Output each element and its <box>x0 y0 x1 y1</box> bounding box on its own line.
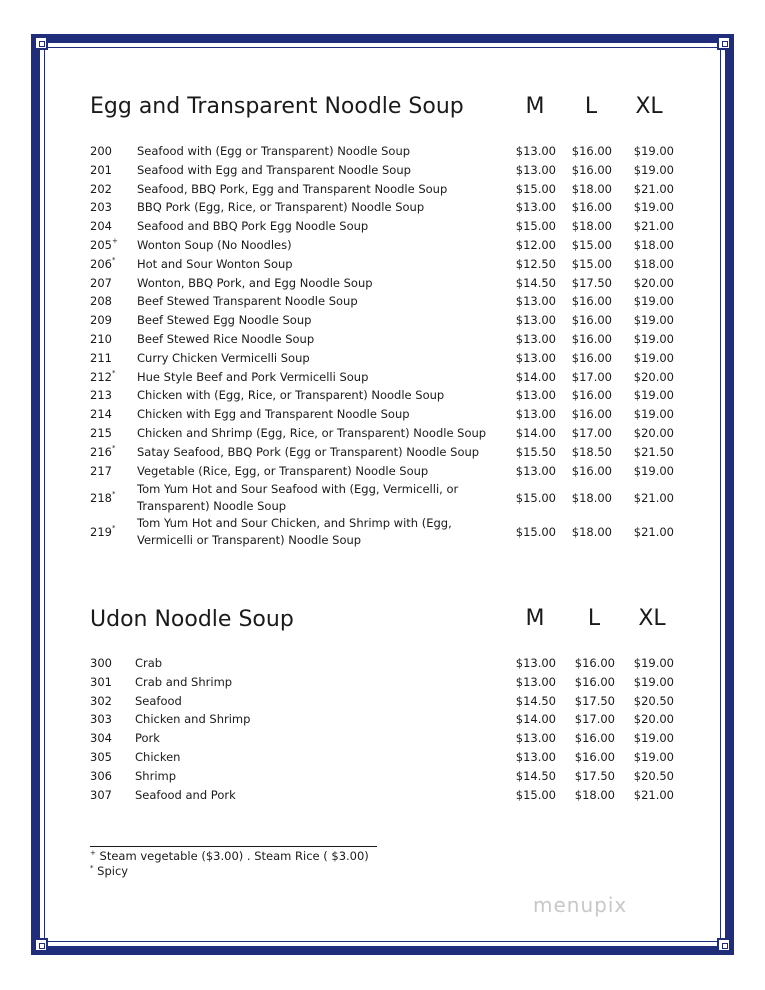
item-number <box>90 369 115 385</box>
item-number <box>90 406 112 422</box>
item-price-xl: $19.00 <box>633 332 674 346</box>
item-price-xl: $20.00 <box>633 275 674 290</box>
item-number-text: 304 <box>90 731 112 746</box>
item-number <box>90 199 112 215</box>
footnote-steam <box>90 849 369 863</box>
item-number <box>90 655 112 671</box>
item-name: BBQ Pork (Egg, Rice, or Transparent) Noodle Soup <box>137 200 425 215</box>
item-price-xl: $20.00 <box>633 712 674 727</box>
item-price-xl: $19.00 <box>633 656 674 670</box>
item-price-xl: $21.50 <box>633 444 674 459</box>
menu-item-row <box>0 425 765 441</box>
item-price-l: $16.00 <box>571 294 612 309</box>
menu-item-row <box>0 369 765 385</box>
item-price-l: $15.00 <box>571 256 612 271</box>
item-number-text: 305 <box>90 750 112 764</box>
item-price-m: $14.50 <box>515 768 556 783</box>
item-price-m: $13.00 <box>515 388 556 403</box>
item-price-xl: $19.00 <box>633 674 674 689</box>
item-price-xl: $19.00 <box>633 200 674 215</box>
item-number-text: 202 <box>90 181 112 196</box>
item-price-m: $15.00 <box>515 181 556 196</box>
item-price-l: $18.00 <box>571 181 612 196</box>
item-number-text: 212 <box>90 369 112 384</box>
item-number-text: 215 <box>90 426 112 440</box>
item-name: Hot and Sour Wonton Soup <box>137 256 293 271</box>
column-header-m: M <box>525 94 545 119</box>
item-price-l: $16.00 <box>571 388 612 403</box>
item-name: Seafood with (Egg or Transparent) Noodle Soup <box>137 144 411 158</box>
item-name: Seafood, BBQ Pork, Egg and Transparent Noodle Soup <box>137 181 448 196</box>
item-price-m: $13.00 <box>515 350 556 365</box>
item-price-m: $15.00 <box>515 525 556 540</box>
menu-item-row <box>0 693 765 709</box>
footnote-text: Spicy <box>97 864 129 878</box>
item-number <box>90 730 112 746</box>
item-price-m: $13.00 <box>515 332 556 346</box>
menu-item-row <box>0 463 765 479</box>
menu-item-row <box>0 787 765 803</box>
item-price-m: $14.00 <box>515 712 556 727</box>
item-number-text: 307 <box>90 787 112 802</box>
item-number-text: 306 <box>90 768 112 783</box>
item-number <box>90 787 112 803</box>
footnote-divider <box>90 846 377 847</box>
item-number <box>90 749 112 765</box>
item-number <box>90 463 112 479</box>
menu-item-row <box>0 293 765 309</box>
menu-item-row <box>0 768 765 784</box>
item-price-l: $17.00 <box>571 426 612 440</box>
item-price-l: $16.00 <box>571 162 612 177</box>
item-price-m: $13.00 <box>515 731 556 746</box>
item-price-xl: $20.00 <box>633 426 674 440</box>
watermark-logo: menupix <box>533 893 628 917</box>
item-price-xl: $19.00 <box>633 407 674 422</box>
item-price-m: $14.00 <box>515 369 556 384</box>
item-number <box>90 181 112 197</box>
item-number-text: 203 <box>90 200 112 215</box>
item-number <box>90 256 115 272</box>
menu-item-row <box>0 515 765 549</box>
item-price-xl: $21.00 <box>633 525 674 540</box>
corner-ornament <box>717 938 731 952</box>
item-price-m: $14.50 <box>515 275 556 290</box>
item-name: Beef Stewed Egg Noodle Soup <box>137 313 312 328</box>
menu-item-row <box>0 711 765 727</box>
item-mark: + <box>111 237 118 245</box>
item-price-l: $16.00 <box>574 750 615 764</box>
item-price-m: $13.00 <box>515 463 556 478</box>
item-number <box>90 312 112 328</box>
item-price-m: $13.00 <box>515 144 556 158</box>
item-price-xl: $21.00 <box>633 181 674 196</box>
item-number <box>90 293 112 309</box>
item-price-xl: $19.00 <box>633 144 674 158</box>
item-number-text: 217 <box>90 463 112 478</box>
item-mark: * <box>111 524 116 533</box>
item-number-text: 300 <box>90 656 112 670</box>
item-price-l: $16.00 <box>571 200 612 215</box>
menu-item-row <box>0 444 765 460</box>
item-price-m: $12.50 <box>515 256 556 271</box>
item-number <box>90 331 112 347</box>
item-number-text: 213 <box>90 388 112 403</box>
menu-item-row <box>0 655 765 671</box>
item-price-xl: $19.00 <box>633 750 674 764</box>
item-price-l: $17.00 <box>571 369 612 384</box>
item-price-m: $13.00 <box>515 656 556 670</box>
item-price-l: $18.50 <box>571 444 612 459</box>
item-number-text: 214 <box>90 407 112 422</box>
corner-ornament <box>34 938 48 952</box>
menu-item-row <box>0 749 765 765</box>
item-price-l: $16.00 <box>571 332 612 346</box>
item-price-l: $16.00 <box>574 731 615 746</box>
item-number-text: 219 <box>90 525 112 540</box>
column-header-xl: XL <box>635 94 663 119</box>
item-price-l: $16.00 <box>571 350 612 365</box>
item-number <box>90 275 112 291</box>
footnote-spicy <box>90 864 128 878</box>
item-price-xl: $21.00 <box>633 219 674 234</box>
item-price-m: $13.00 <box>515 407 556 422</box>
item-number-text: 210 <box>90 332 112 346</box>
item-name: Beef Stewed Transparent Noodle Soup <box>137 294 358 309</box>
item-mark: * <box>111 490 116 499</box>
item-price-m: $13.00 <box>515 200 556 215</box>
item-price-l: $16.00 <box>574 656 615 670</box>
item-number <box>90 674 112 690</box>
item-number-text: 211 <box>90 350 112 365</box>
menu-item-row <box>0 406 765 422</box>
item-price-m: $14.50 <box>515 693 556 708</box>
item-number <box>90 162 112 178</box>
menu-item-row <box>0 730 765 746</box>
item-price-xl: $19.00 <box>633 162 674 177</box>
column-header-xl: XL <box>638 606 666 631</box>
item-price-m: $15.00 <box>515 787 556 802</box>
item-price-m: $14.00 <box>515 426 556 440</box>
item-price-l: $17.50 <box>574 768 615 783</box>
item-name: Wonton, BBQ Pork, and Egg Noodle Soup <box>137 275 373 290</box>
item-price-l: $18.00 <box>571 491 612 506</box>
menu-item-row <box>0 199 765 215</box>
item-price-l: $17.50 <box>571 275 612 290</box>
item-name: Beef Stewed Rice Noodle Soup <box>137 332 315 346</box>
footnote-mark: * <box>90 864 94 872</box>
item-name: Seafood and Pork <box>135 787 236 802</box>
item-number <box>90 768 112 784</box>
item-number-text: 303 <box>90 712 112 727</box>
menu-item-row <box>0 387 765 403</box>
item-number-text: 207 <box>90 275 112 290</box>
menu-item-row <box>0 162 765 178</box>
item-price-xl: $19.00 <box>633 388 674 403</box>
item-price-l: $17.50 <box>574 693 615 708</box>
item-name: Pork <box>135 731 160 746</box>
footnote-text: Steam vegetable ($3.00) . Steam Rice ( $3.00) <box>99 849 369 863</box>
column-header-l: L <box>584 94 598 119</box>
item-number-text: 205 <box>90 238 112 252</box>
item-price-xl: $19.00 <box>633 731 674 746</box>
item-price-xl: $21.00 <box>633 787 674 802</box>
item-name: Wonton Soup (No Noodles) <box>137 238 292 252</box>
item-name: Seafood and BBQ Pork Egg Noodle Soup <box>137 219 369 234</box>
item-price-xl: $18.00 <box>633 256 674 271</box>
item-price-m: $15.00 <box>515 491 556 506</box>
item-name: Tom Yum Hot and Sour Seafood with (Egg, Vermicelli, or Transparent) Noodle Soup <box>137 482 459 514</box>
item-price-l: $18.00 <box>571 525 612 540</box>
item-number <box>90 143 112 159</box>
menu-item-row <box>0 674 765 690</box>
item-name: Chicken with (Egg, Rice, or Transparent) Noodle Soup <box>137 388 445 403</box>
item-number <box>90 237 118 253</box>
item-number <box>90 444 115 460</box>
item-price-m: $13.00 <box>515 162 556 177</box>
item-name: Satay Seafood, BBQ Pork (Egg or Transparent) Noodle Soup <box>137 444 480 459</box>
item-price-l: $17.00 <box>574 712 615 727</box>
item-price-l: $18.00 <box>571 219 612 234</box>
item-number <box>90 490 115 507</box>
menu-item-row <box>0 256 765 272</box>
menu-item-row <box>0 312 765 328</box>
item-number-text: 302 <box>90 693 112 708</box>
item-number-text: 209 <box>90 313 112 328</box>
corner-ornament <box>34 36 48 50</box>
item-name: Tom Yum Hot and Sour Chicken, and Shrimp with (Egg, Vermicelli or Transparent) Noodle Soup <box>137 516 452 548</box>
item-price-xl: $18.00 <box>633 238 674 252</box>
item-name: Seafood <box>135 693 182 708</box>
item-number-text: 301 <box>90 674 112 689</box>
item-name: Crab and Shrimp <box>135 674 233 689</box>
item-mark: * <box>111 443 116 452</box>
corner-ornament <box>717 36 731 50</box>
item-price-l: $18.00 <box>574 787 615 802</box>
item-price-l: $15.00 <box>571 238 612 252</box>
item-name: Crab <box>135 656 163 670</box>
item-number-text: 200 <box>90 144 112 158</box>
menu-item-row <box>0 331 765 347</box>
item-price-m: $13.00 <box>515 294 556 309</box>
item-name: Chicken and Shrimp (Egg, Rice, or Transparent) Noodle Soup <box>137 426 487 440</box>
item-price-xl: $21.00 <box>633 491 674 506</box>
menu-item-row <box>0 143 765 159</box>
menu-item-row <box>0 275 765 291</box>
item-name: Hue Style Beef and Pork Vermicelli Soup <box>137 369 369 384</box>
menu-item-row <box>0 218 765 234</box>
item-number <box>90 350 112 366</box>
item-price-xl: $19.00 <box>633 294 674 309</box>
item-number <box>90 218 112 234</box>
item-price-m: $15.00 <box>515 219 556 234</box>
item-number <box>90 711 112 727</box>
item-price-m: $13.00 <box>515 750 556 764</box>
item-price-l: $16.00 <box>571 313 612 328</box>
column-header-l: L <box>587 606 601 631</box>
item-name: Chicken <box>135 750 181 764</box>
item-mark: * <box>111 368 116 377</box>
item-number <box>90 693 112 709</box>
item-name: Shrimp <box>135 768 177 783</box>
item-number-text: 216 <box>90 444 112 459</box>
item-number-text: 218 <box>90 491 112 506</box>
section-title-udon: Udon Noodle Soup <box>90 607 294 632</box>
menu-item-row <box>0 481 765 515</box>
item-number-text: 206 <box>90 256 112 271</box>
item-number <box>90 524 115 541</box>
item-number <box>90 387 112 403</box>
menu-item-row <box>0 350 765 366</box>
item-price-xl: $19.00 <box>633 313 674 328</box>
item-mark: * <box>111 255 116 264</box>
item-name: Chicken with Egg and Transparent Noodle Soup <box>137 407 410 422</box>
item-price-xl: $20.00 <box>633 369 674 384</box>
item-price-m: $15.50 <box>515 444 556 459</box>
item-price-m: $13.00 <box>515 674 556 689</box>
item-number-text: 204 <box>90 219 112 234</box>
item-name: Chicken and Shrimp <box>135 712 251 727</box>
section-title-egg-noodle: Egg and Transparent Noodle Soup <box>90 94 464 119</box>
item-price-xl: $19.00 <box>633 463 674 478</box>
item-price-m: $12.00 <box>515 238 556 252</box>
item-number-text: 208 <box>90 294 112 309</box>
item-price-m: $13.00 <box>515 313 556 328</box>
footnote-mark: + <box>90 849 96 857</box>
menu-item-row <box>0 181 765 197</box>
item-price-l: $16.00 <box>574 674 615 689</box>
item-name: Vegetable (Rice, Egg, or Transparent) Noodle Soup <box>137 463 429 478</box>
item-price-l: $16.00 <box>571 407 612 422</box>
item-name: Seafood with Egg and Transparent Noodle Soup <box>137 162 411 177</box>
item-number <box>90 425 112 441</box>
item-price-xl: $20.50 <box>633 768 674 783</box>
menu-item-row <box>0 237 765 253</box>
item-name: Curry Chicken Vermicelli Soup <box>137 350 310 365</box>
item-price-xl: $20.50 <box>633 693 674 708</box>
item-price-l: $16.00 <box>571 144 612 158</box>
column-header-m: M <box>525 606 545 631</box>
item-price-l: $16.00 <box>571 463 612 478</box>
item-number-text: 201 <box>90 162 112 177</box>
item-price-xl: $19.00 <box>633 350 674 365</box>
